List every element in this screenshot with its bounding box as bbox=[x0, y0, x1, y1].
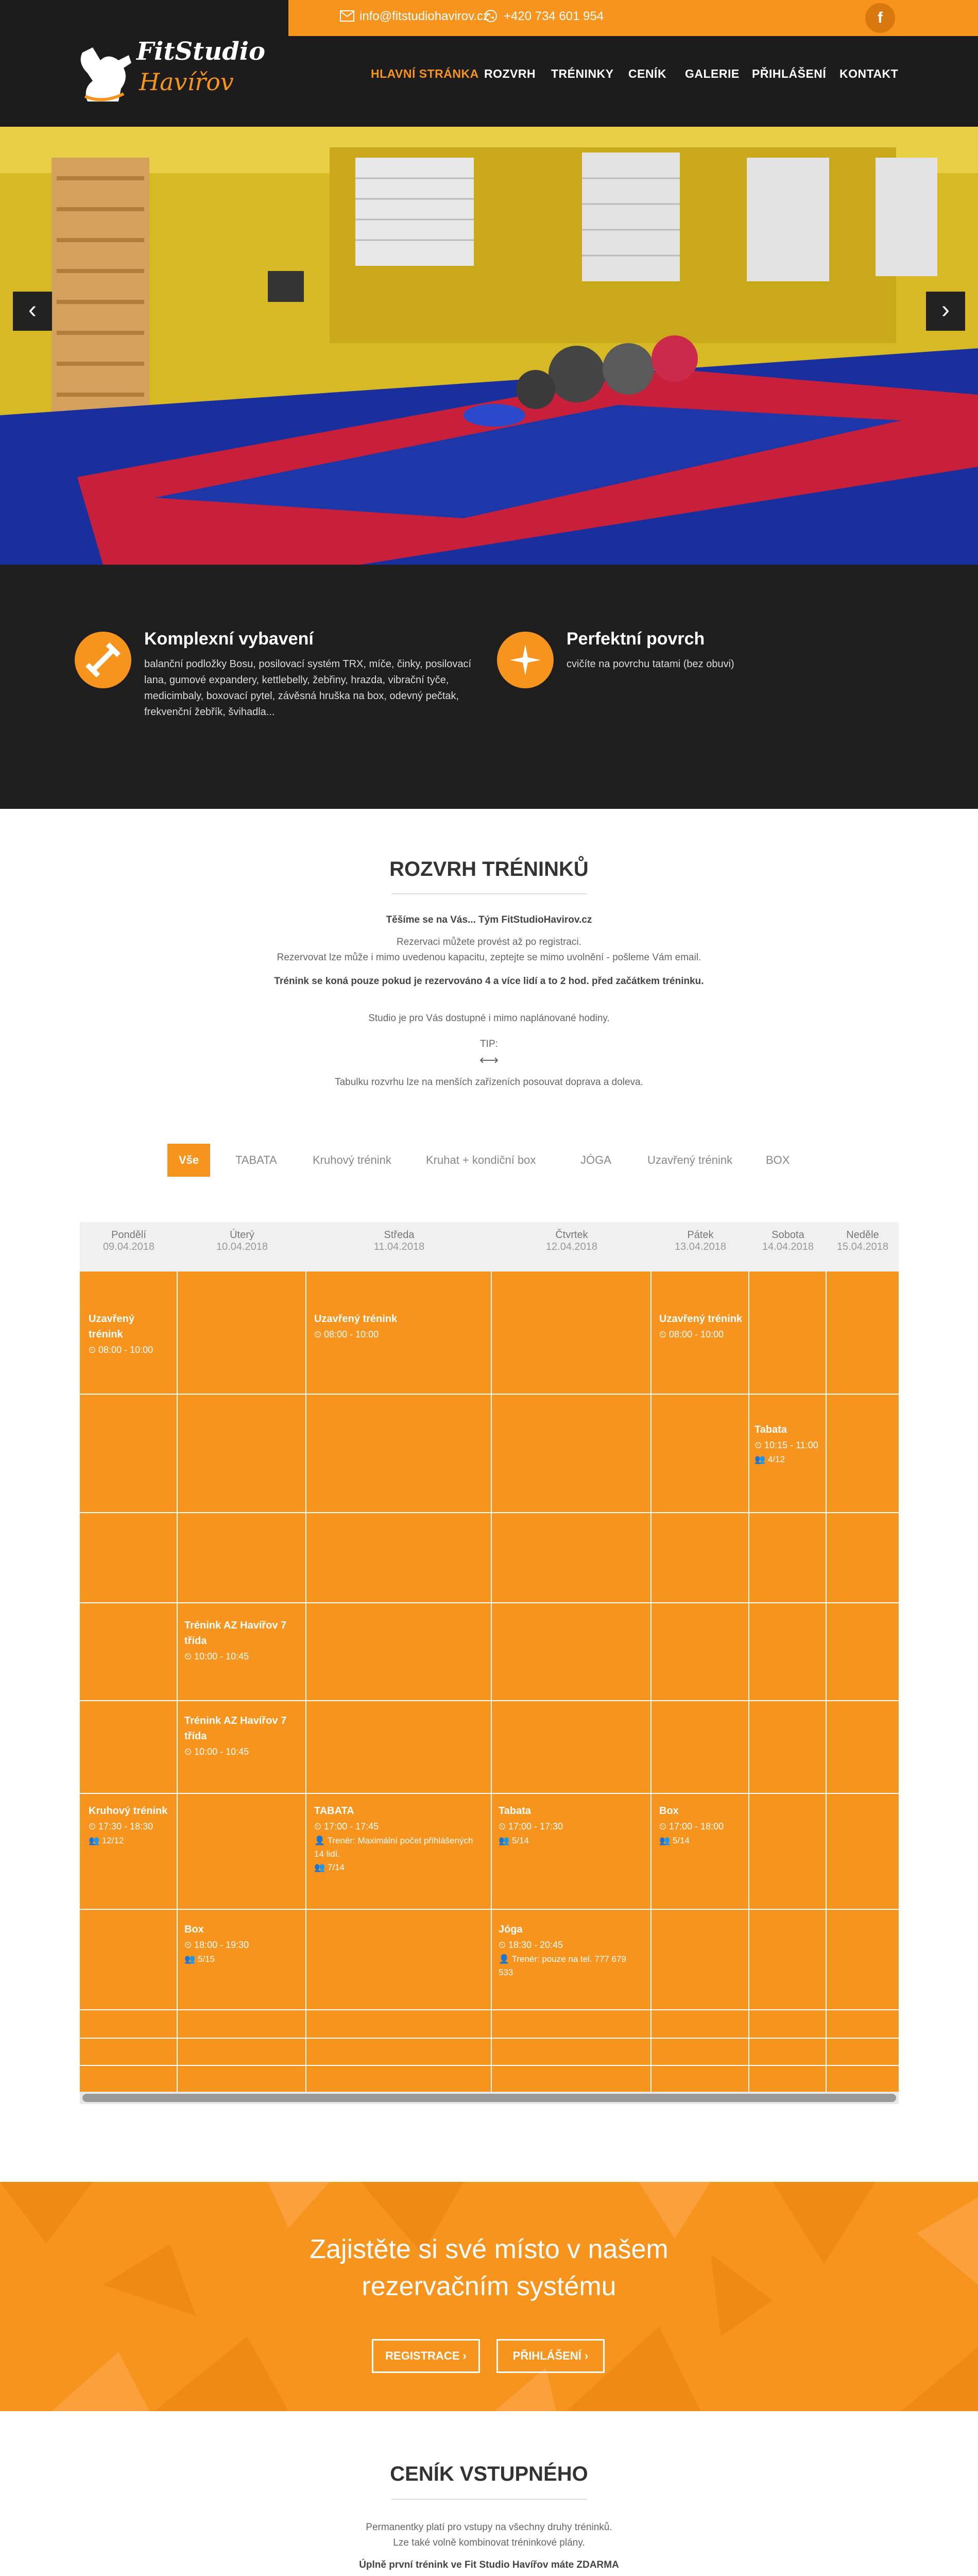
day-header: Čtvrtek 12.04.2018 bbox=[545, 1229, 598, 1252]
schedule-event[interactable]: Box ⏲ 17:00 - 18:00 👥 5/14 bbox=[659, 1805, 724, 1845]
grid-line bbox=[491, 1272, 492, 2104]
day-header: Sobota 14.04.2018 bbox=[762, 1229, 814, 1252]
pricing-note: Úplně první trénink ve Fit Studio Havířov máte ZDARMA bbox=[359, 2560, 619, 2570]
site-header bbox=[0, 0, 978, 127]
filter-yoga[interactable]: JÓGA bbox=[580, 1154, 611, 1166]
schedule-header bbox=[80, 1222, 899, 1272]
grid-line bbox=[826, 1272, 827, 2104]
divider bbox=[391, 893, 587, 894]
grid-line bbox=[80, 1602, 899, 1603]
day-header: Neděle 15.04.2018 bbox=[836, 1229, 889, 1252]
nav-item-contact[interactable]: KONTAKT bbox=[839, 67, 899, 80]
grid-line bbox=[80, 2009, 899, 2010]
filter-closed[interactable]: Uzavřený trénink bbox=[647, 1154, 733, 1166]
filter-all[interactable]: Vše bbox=[167, 1144, 210, 1177]
nav-item-schedule[interactable]: ROZVRH bbox=[484, 67, 536, 80]
schedule-event[interactable]: Uzavřený trénink ⏲ 08:00 - 10:00 bbox=[659, 1313, 743, 1340]
pricing-note: Lze také volně kombinovat tréninkové plány. bbox=[393, 2537, 585, 2548]
day-header: Středa 11.04.2018 bbox=[373, 1229, 425, 1252]
day-header: Pátek 13.04.2018 bbox=[674, 1229, 727, 1252]
feature-desc: balanční podložky Bosu, posilovací systém TRX, míče, činky, posilovací lana, gumové expandery, kettlebelly, žebřiny, hrazda, vibrační tyče, medicimbaly, boxovací pytel, závěsná hruška na box, odevný pečtak, frekvenční žebřík, švihadla... bbox=[144, 658, 472, 718]
pricing-title: CENÍK VSTUPNÉHO bbox=[390, 2463, 588, 2485]
register-button[interactable]: REGISTRACE › bbox=[372, 2339, 480, 2373]
gym-photo bbox=[0, 127, 978, 565]
feature-title: Perfektní povrch bbox=[567, 629, 705, 649]
login-button[interactable]: PŘIHLÁŠENÍ › bbox=[496, 2339, 605, 2373]
schedule-event[interactable]: Tabata ⏲ 10:15 - 11:00 👥 4/12 bbox=[754, 1424, 818, 1464]
nav-item-gallery[interactable]: GALERIE bbox=[685, 67, 740, 80]
schedule-intro: Těšíme se na Vás... Tým FitStudioHavirov.cz bbox=[386, 914, 592, 925]
schedule-intro: Trénink se koná pouze pokud je rezervováno 4 a více lidí a to 2 hod. před začátkem tréninku. bbox=[274, 976, 704, 987]
schedule-event[interactable]: Tabata ⏲ 17:00 - 17:30 👥 5/14 bbox=[499, 1805, 563, 1845]
grid-line bbox=[80, 1793, 899, 1794]
grid-line bbox=[80, 1512, 899, 1513]
grid-line bbox=[80, 2065, 899, 2066]
filter-circuit-box[interactable]: Kruhat + kondiční box bbox=[426, 1154, 536, 1166]
feature-desc: cvičíte na povrchu tatami (bez obuvi) bbox=[567, 658, 734, 670]
nav-item-trainings[interactable]: TRÉNINKY bbox=[551, 67, 614, 80]
floor-icon bbox=[497, 632, 554, 688]
grid-line bbox=[80, 1700, 899, 1701]
dumbbell-icon bbox=[75, 632, 131, 688]
grid-line bbox=[80, 1909, 899, 1910]
schedule-intro: Rezervovat lze může i mimo uvedenou kapacitu, zeptejte se mimo uvolnění - pošleme Vám email. bbox=[277, 952, 701, 963]
schedule-event[interactable]: Trénink AZ Havířov 7 třída ⏲ 10:00 - 10:45 bbox=[184, 1715, 287, 1757]
schedule-event[interactable]: Trénink AZ Havířov 7 třída ⏲ 10:00 - 10:45 bbox=[184, 1620, 287, 1662]
filter-box[interactable]: BOX bbox=[766, 1154, 790, 1166]
grid-line bbox=[650, 1272, 651, 2104]
nav-item-login[interactable]: PŘIHLÁŠENÍ bbox=[752, 67, 827, 80]
schedule-event[interactable]: Jóga ⏲ 18:30 - 20:45 👤 Trenér: pouze na tel. 777 679 533 bbox=[499, 1924, 627, 1977]
header-email-link[interactable]: info@fitstudiohavirov.cz bbox=[359, 9, 490, 23]
schedule-event[interactable]: Kruhový trénink ⏲ 17:30 - 18:30 👥 12/12 bbox=[89, 1805, 168, 1845]
day-header: Pondělí 09.04.2018 bbox=[102, 1229, 155, 1252]
logo-text-line1: FitStudio bbox=[136, 37, 266, 66]
grid-line bbox=[177, 1272, 178, 2104]
pricing-note: Permanentky platí pro vstupy na všechny druhy tréninků. bbox=[366, 2522, 612, 2533]
features-section bbox=[0, 565, 978, 809]
schedule-title: ROZVRH TRÉNINKŮ bbox=[389, 858, 589, 880]
filter-tabata[interactable]: TABATA bbox=[235, 1154, 277, 1166]
slider-prev-button[interactable]: ‹ bbox=[13, 292, 52, 331]
phone-icon bbox=[484, 9, 497, 23]
divider bbox=[391, 2499, 587, 2500]
site-logo[interactable] bbox=[72, 32, 266, 109]
grid-line bbox=[80, 2038, 899, 2039]
schedule-intro: Studio je pro Vás dostupné i mimo naplánované hodiny. bbox=[368, 1013, 610, 1024]
main-nav bbox=[361, 67, 948, 88]
email-icon bbox=[340, 10, 354, 22]
schedule-intro: Rezervaci můžete provést až po registraci. bbox=[396, 937, 582, 947]
hero-slider bbox=[0, 127, 978, 565]
tip-text: Tabulku rozvrhu lze na menších zařízeních posouvat doprava a doleva. bbox=[335, 1077, 643, 1088]
filter-circuit[interactable]: Kruhový trénink bbox=[313, 1154, 391, 1166]
feature-title: Komplexní vybavení bbox=[144, 629, 314, 649]
schedule-filters bbox=[167, 1144, 811, 1177]
reservation-title: Zajistěte si své místo v našem rezervačním systému bbox=[310, 2234, 668, 2301]
table-scrollbar-thumb[interactable] bbox=[82, 2094, 896, 2102]
schedule-event[interactable]: Uzavřený trénink ⏲ 08:00 - 10:00 bbox=[314, 1313, 398, 1340]
grid-line bbox=[305, 1272, 306, 2104]
slider-next-button[interactable]: › bbox=[926, 292, 965, 331]
day-header: Úterý 10.04.2018 bbox=[216, 1229, 268, 1252]
nav-item-home[interactable]: HLAVNÍ STRÁNKA bbox=[371, 67, 479, 80]
header-phone-link[interactable]: +420 734 601 954 bbox=[504, 9, 604, 23]
nav-item-prices[interactable]: CENÍK bbox=[628, 67, 667, 80]
grid-line bbox=[748, 1272, 749, 2104]
grid-line bbox=[80, 1394, 899, 1395]
arrows-horizontal-icon: ⟷ bbox=[479, 1052, 499, 1067]
logo-text-line2: Havířov bbox=[139, 68, 234, 96]
tip-label: TIP: bbox=[480, 1039, 498, 1049]
facebook-icon[interactable]: f bbox=[865, 3, 895, 33]
schedule-event[interactable]: Uzavřený trénink ⏲ 08:00 - 10:00 bbox=[89, 1313, 153, 1355]
schedule-event[interactable]: Box ⏲ 18:00 - 19:30 👥 5/15 bbox=[184, 1924, 249, 1964]
schedule-event[interactable]: TABATA ⏲ 17:00 - 17:45 👤 Trenér: Maximální počet přihlášených 14 lidí. 👥 7/14 bbox=[314, 1805, 473, 1872]
